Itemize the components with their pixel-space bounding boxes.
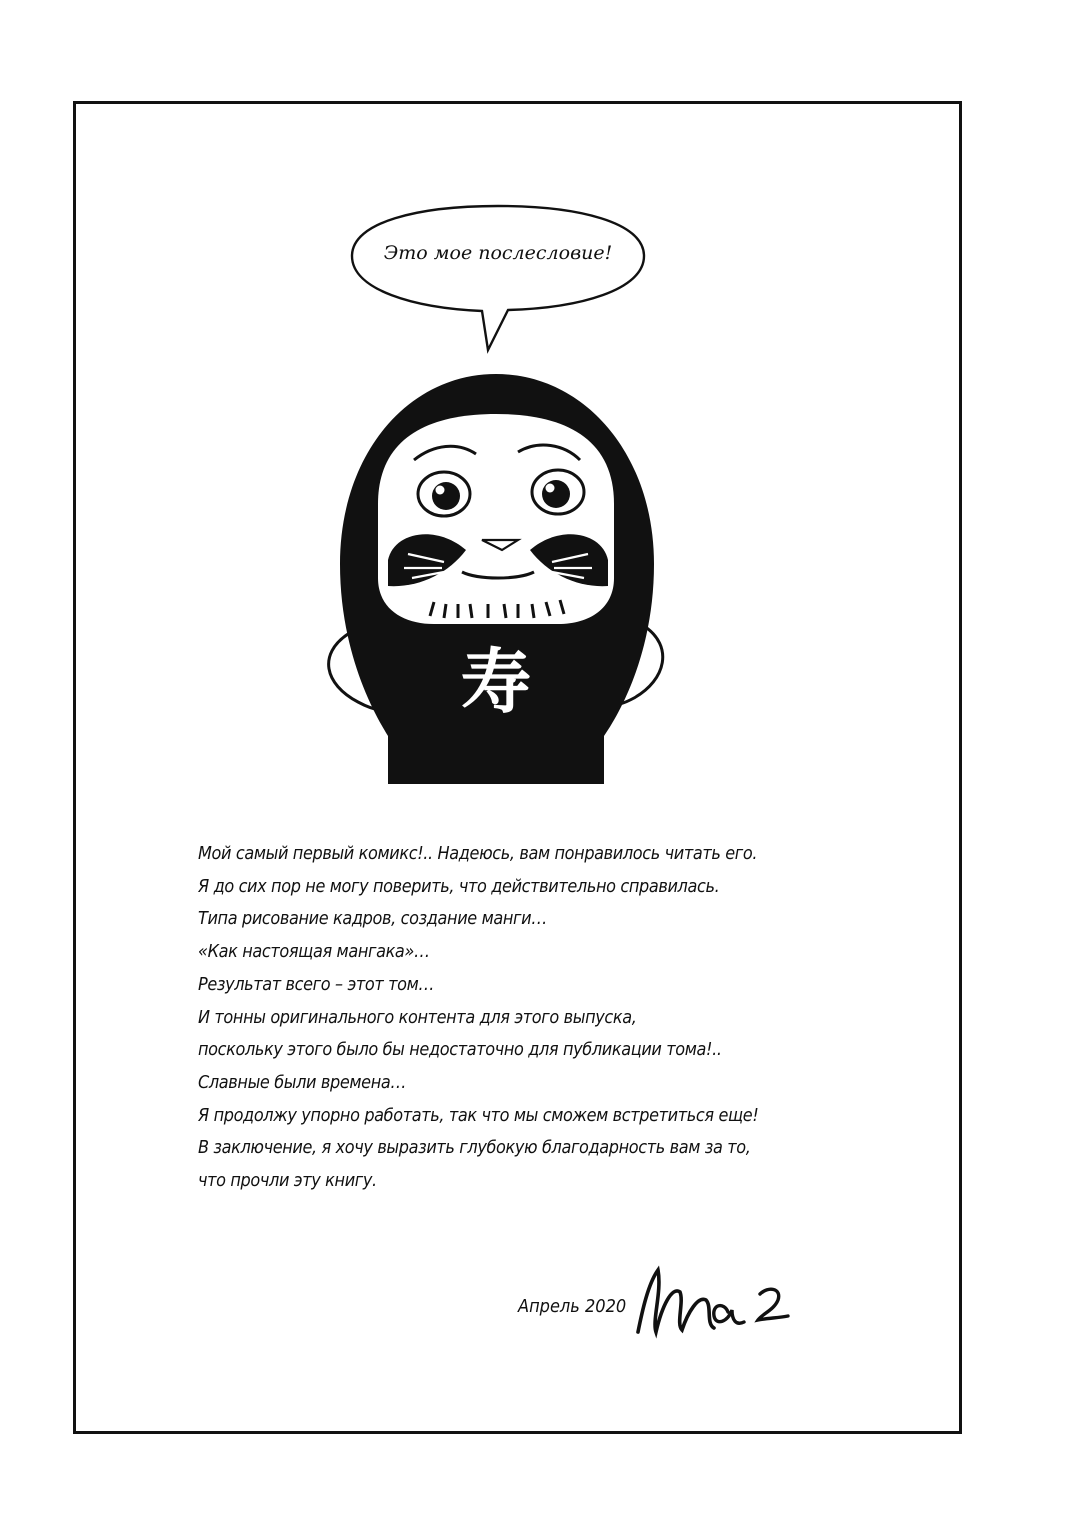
afterword-line: Славные были времена… [198,1072,407,1093]
signature-drawing [632,1262,792,1342]
afterword-line: Результат всего – этот том… [198,974,435,995]
daruma-doll-drawing [318,364,674,794]
afterword-line: поскольку этого было бы недостаточно для публикации тома!.. [198,1040,722,1061]
afterword-text [198,838,838,1198]
afterword-line: В заключение, я хочу выразить глубокую благодарность вам за то, [198,1138,751,1159]
kanji-kotobuki: 寿 [461,640,531,723]
afterword-line: Я до сих пор не могу поверить, что действительно справилась. [198,876,720,897]
handwritten-signature [632,1262,792,1342]
afterword-line: что прочли эту книгу. [198,1171,377,1192]
speech-bubble-outline [348,198,648,358]
date-label: Апрель 2020 [518,1296,627,1317]
daruma-illustration [318,364,674,794]
speech-bubble [348,198,648,358]
speech-bubble-text: Это мое послесловие! [383,242,613,264]
afterword-line: Я продолжу упорно работать, так что мы сможем встретиться еще! [198,1105,759,1126]
afterword-line: «Как настоящая мангака»… [198,942,430,963]
afterword-line: Мой самый первый комикс!.. Надеюсь, вам понравилось читать его. [198,844,758,864]
afterword-line: Типа рисование кадров, создание манги… [198,909,547,930]
afterword-line: И тонны оригинального контента для этого выпуска, [198,1007,637,1028]
